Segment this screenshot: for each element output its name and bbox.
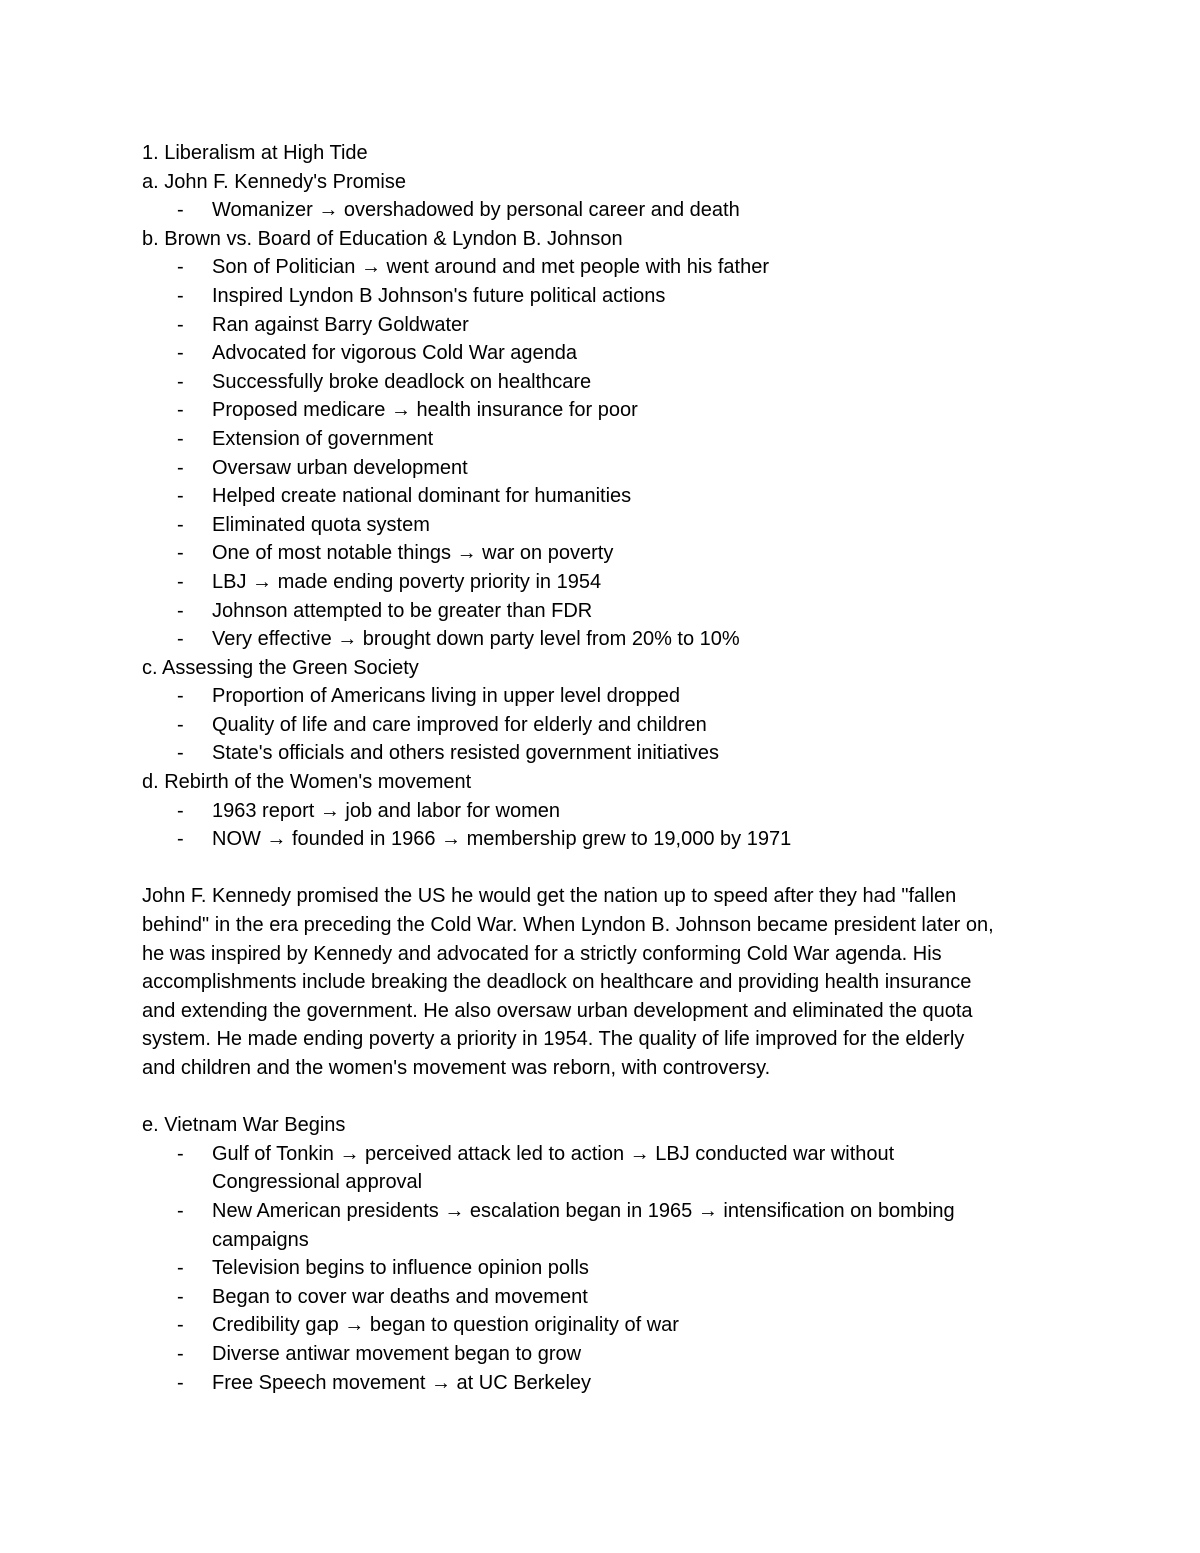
list-item [142,568,1072,597]
list-item [142,825,1072,854]
list-item [142,311,1072,340]
bullet-text [212,396,1072,425]
bullet-text [212,482,1072,511]
dash-bullet: - [177,485,184,508]
bullet-text [212,682,1072,711]
bullet-text-line: Inspired Lyndon B Johnson's future political actions [212,284,666,307]
summary-line: and children and the women's movement was reborn, with controversy. [142,1057,771,1079]
bullet-text-line: Advocated for vigorous Cold War agenda [212,342,578,365]
bullet-text [212,196,1072,225]
bullet-text-line: Very effective → brought down party level from 20% to 10% [212,628,740,651]
list-item [142,1197,1072,1254]
dash-bullet: - [177,1342,184,1365]
bullet-text-line: Diverse antiwar movement began to grow [212,1342,582,1365]
bullet-text [212,825,1072,854]
list-item [142,454,1072,483]
summary-line: he was inspired by Kennedy and advocated for a strictly conforming Cold War agenda. His [142,942,942,965]
bullet-text [212,253,1072,282]
bullet-list [142,196,1072,225]
list-item [142,339,1072,368]
list-item [142,1369,1072,1398]
bullet-text-line: Quality of life and care improved for elderly and children [212,713,707,736]
dash-bullet: - [177,570,184,593]
section-title: e. Vietnam War Begins [142,1114,346,1137]
bullet-text [212,1254,1072,1283]
dash-bullet: - [177,1257,184,1280]
dash-bullet: - [177,599,184,622]
bullet-text-line: campaigns [212,1228,309,1251]
bullet-text [212,568,1072,597]
list-item [142,196,1072,225]
list-item [142,1340,1072,1369]
bullet-text-line: Helped create national dominant for humanities [212,485,632,508]
list-item [142,739,1072,768]
bullet-text [212,1340,1072,1369]
bullet-text [212,597,1072,626]
dash-bullet: - [177,685,184,708]
list-item [142,597,1072,626]
list-item [142,797,1072,826]
bullet-text-line: LBJ → made ending poverty priority in 1954 [212,570,602,593]
bullet-text-line: New American presidents → escalation began in 1965 → intensification on bombing [212,1199,955,1222]
dash-bullet: - [177,256,184,279]
bullet-text [212,311,1072,340]
bullet-text-line: Oversaw urban development [212,456,468,479]
bullet-text-line: Congressional approval [212,1171,423,1194]
outline-heading: 1. Liberalism at High Tide [142,142,368,164]
bullet-text [212,1197,1072,1254]
bullet-text-line: Johnson attempted to be greater than FDR [212,599,593,622]
bullet-text-line: Extension of government [212,427,434,450]
bullet-text [212,739,1072,768]
outline-section [142,225,1072,654]
list-item [142,282,1072,311]
bullet-text-line: Son of Politician → went around and met people with his father [212,256,769,279]
bullet-list [142,253,1072,653]
bullet-text-line: 1963 report → job and labor for women [212,799,560,822]
bullet-text [212,625,1072,654]
list-item [142,539,1072,568]
bullet-text [212,368,1072,397]
dash-bullet: - [177,199,184,222]
section-title: b. Brown vs. Board of Education & Lyndon B. Johnson [142,227,623,250]
outline-part-2 [142,1111,1072,1397]
bullet-text [212,454,1072,483]
bullet-text-line: Television begins to influence opinion polls [212,1257,589,1280]
dash-bullet: - [177,513,184,536]
outline-part-1 [142,168,1072,854]
list-item [142,253,1072,282]
outline-section [142,168,1072,225]
bullet-text-line: One of most notable things → war on poverty [212,542,614,565]
summary-paragraph [142,882,1072,1082]
list-item [142,511,1072,540]
bullet-text [212,511,1072,540]
summary-line: behind" in the era preceding the Cold War. When Lyndon B. Johnson became president later on, [142,914,994,937]
bullet-list [142,797,1072,854]
list-item [142,625,1072,654]
dash-bullet: - [177,799,184,822]
summary-line: system. He made ending poverty a priority in 1954. The quality of life improved for the elderly [142,1028,965,1051]
list-item [142,1311,1072,1340]
dash-bullet: - [177,313,184,336]
summary-line: and extending the government. He also oversaw urban development and eliminated the quota [142,999,973,1022]
bullet-text-line: NOW → founded in 1966 → membership grew to 19,000 by 1971 [212,828,792,851]
list-item [142,682,1072,711]
dash-bullet: - [177,342,184,365]
list-item [142,368,1072,397]
dash-bullet: - [177,1314,184,1337]
bullet-text [212,797,1072,826]
bullet-text-line: Gulf of Tonkin → perceived attack led to action → LBJ conducted war without [212,1142,895,1165]
dash-bullet: - [177,1199,184,1222]
outline-section [142,654,1072,768]
section-title: a. John F. Kennedy's Promise [142,170,406,193]
list-item [142,1140,1072,1197]
summary-line: John F. Kennedy promised the US he would get the nation up to speed after they had "fallen [142,885,957,908]
bullet-text-line: Credibility gap → began to question originality of war [212,1314,679,1337]
bullet-list [142,1140,1072,1397]
bullet-text [212,539,1072,568]
dash-bullet: - [177,1285,184,1308]
dash-bullet: - [177,370,184,393]
bullet-list [142,682,1072,768]
bullet-text [212,1311,1072,1340]
list-item [142,711,1072,740]
dash-bullet: - [177,628,184,651]
bullet-text-line: Ran against Barry Goldwater [212,313,469,336]
bullet-text [212,425,1072,454]
dash-bullet: - [177,427,184,450]
dash-bullet: - [177,456,184,479]
bullet-text-line: Eliminated quota system [212,513,430,536]
dash-bullet: - [177,1142,184,1165]
dash-bullet: - [177,542,184,565]
list-item [142,425,1072,454]
list-item [142,1254,1072,1283]
bullet-text [212,1369,1072,1398]
dash-bullet: - [177,742,184,765]
bullet-text [212,711,1072,740]
bullet-text [212,1283,1072,1312]
dash-bullet: - [177,399,184,422]
bullet-text-line: Proportion of Americans living in upper level dropped [212,685,681,708]
bullet-text [212,339,1072,368]
spacer [142,1083,1072,1112]
dash-bullet: - [177,1371,184,1394]
bullet-text [212,282,1072,311]
document-page [142,139,1072,1397]
section-title: c. Assessing the Green Society [142,656,419,679]
bullet-text-line: Womanizer → overshadowed by personal career and death [212,199,740,222]
summary-line: accomplishments include breaking the deadlock on healthcare and providing health insurance [142,971,972,994]
bullet-text-line: Proposed medicare → health insurance for poor [212,399,638,422]
dash-bullet: - [177,828,184,851]
spacer [142,854,1072,883]
list-item [142,1283,1072,1312]
section-title: d. Rebirth of the Women's movement [142,771,472,794]
dash-bullet: - [177,284,184,307]
outline-section [142,768,1072,854]
list-item [142,396,1072,425]
bullet-text-line: Successfully broke deadlock on healthcare [212,370,592,393]
dash-bullet: - [177,713,184,736]
bullet-text-line: Free Speech movement → at UC Berkeley [212,1371,592,1394]
bullet-text-line: State's officials and others resisted government initiatives [212,742,720,765]
bullet-text [212,1140,1072,1197]
list-item [142,482,1072,511]
bullet-text-line: Began to cover war deaths and movement [212,1285,588,1308]
